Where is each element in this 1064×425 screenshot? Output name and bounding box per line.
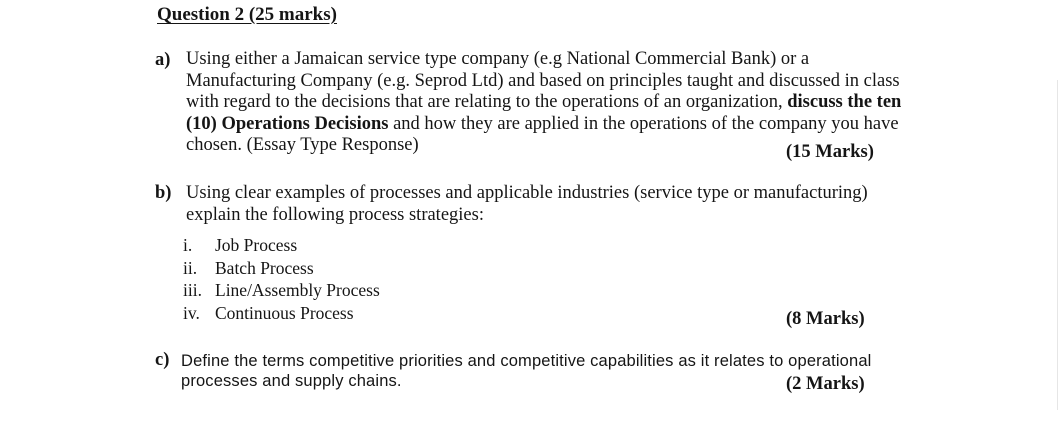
list-item-text: Batch Process [215,257,314,278]
list-item-number: iii. [183,280,202,300]
list-item [183,257,380,280]
part-b-marks: (8 Marks) [786,309,865,329]
page-edge-line [1057,80,1058,410]
part-a-line-4 [186,114,901,136]
list-item-number: iv. [183,302,200,323]
part-a-letter: a) [155,50,171,70]
part-b-line-1: Using clear examples of processes and applicable industries (service type or manufacturing) [186,183,868,203]
part-a-marks: (15 Marks) [786,142,874,162]
part-c-letter: c) [155,350,170,370]
part-c-marks: (2 Marks) [786,374,865,394]
part-c-line-2: processes and supply chains. [181,372,402,390]
part-b-letter: b) [155,183,172,203]
part-a-line-3-text: with regard to the decisions that are relating to the operations of an organization, [186,92,788,112]
part-b-text [186,183,868,226]
question-title: Question 2 (25 marks) [157,4,337,25]
list-item-number: ii. [183,257,198,278]
part-c-line-1: Define the terms competitive priorities and competitive capabilities as it relates to operational [181,352,872,370]
part-b-line-2: explain the following process strategies: [186,204,484,225]
part-a-line-4-text: and how they are applied in the operations of the company you have [388,113,899,134]
part-a-line-3 [186,92,901,114]
part-a-line-2: Manufacturing Company (e.g. Seprod Ltd) and based on principles taught and discussed in class [186,70,900,91]
part-a-line-3-emphasis: discuss the ten [787,92,902,112]
part-a-line-5: chosen. (Essay Type Response) [186,135,419,155]
list-item-text: Continuous Process [215,302,354,323]
list-item [183,302,380,325]
part-a-text [186,49,901,157]
list-item [183,279,380,302]
list-item-number: i. [183,235,193,255]
list-item-text: Line/Assembly Process [215,280,380,300]
process-strategies-list [183,234,380,324]
part-a-line-4-emphasis: (10) Operations Decisions [186,113,389,134]
list-item [183,234,380,257]
list-item-text: Job Process [215,235,298,255]
part-c-text [181,351,871,391]
part-a-line-1: Using either a Jamaican service type company (e.g National Commercial Bank) or a [186,49,810,69]
